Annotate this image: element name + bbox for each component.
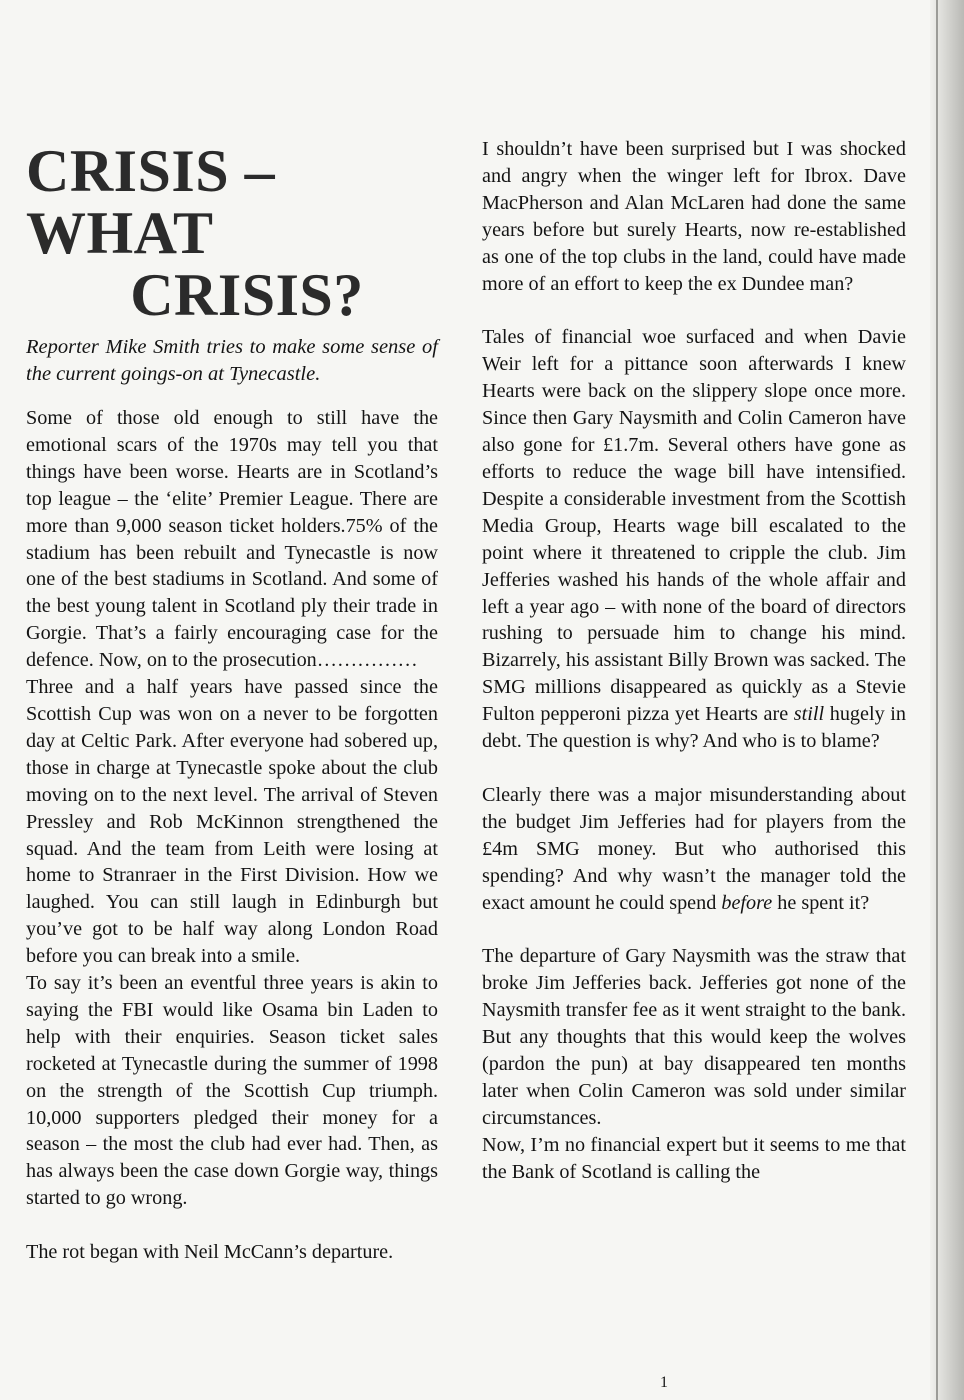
body-paragraph: The departure of Gary Naysmith was the straw that broke Jim Jefferies back. Jefferies got none of the Naysmith transfer fee as it went straight to the bank. But any thoughts that this would keep the wolves (pardon the pun) at bay disappeared ten months later when Colin Cameron was sold under similar circumstances. xyxy=(482,945,906,1129)
paragraph-gap xyxy=(482,755,906,782)
text-run: Tales of financial woe surfaced and when Davie Weir left for a pittance soon afterwards I knew Hearts were back on the slippery slope once more. Since then Gary Naysmith and Colin Cameron have also gone for £1.7m. Several others have gone as efforts to reduce the wage bill have intensified. Despite a considerable investment from the Scottish Media Group, Hearts wage bill escalated to the point where it threatened to cripple the club. Jim Jefferies washed his hands of the whole affair and left a year ago – with none of the board of directors rushing to persuade him to change his mind. Bizarrely, his assistant Billy Brown was sacked. The SMG millions disappeared as quickly as a Stevie Fulton pepperoni pizza yet Hearts are xyxy=(482,326,906,726)
paragraph-gap xyxy=(482,916,906,943)
headline-line-1: CRISIS – WHAT xyxy=(26,138,276,266)
left-column xyxy=(26,140,438,1266)
body-paragraph: To say it’s been an eventful three years is akin to saying the FBI would like Osama bin Laden to help with their enquiries. Season ticket sales rocketed at Tynecastle during the summer of 1998 on the strength of the Scottish Cup triumph. 10,000 supporters pledged their money for a season – the most the club had ever had. Then, as has always been the case down Gorgie way, things started to go wrong. xyxy=(26,972,438,1210)
emphasis-text: before xyxy=(721,891,773,914)
page-edge xyxy=(936,0,938,1400)
body-paragraph xyxy=(482,782,906,917)
text-run: Clearly there was a major misunderstanding about the budget Jim Jefferies had for players from the £4m SMG money. But who authorised this spending? And why wasn’t the manager told the exact amount he could spend xyxy=(482,783,906,914)
paragraph-gap xyxy=(26,1212,438,1239)
body-paragraph: I shouldn’t have been surprised but I was shocked and angry when the winger left for Ibrox. Dave MacPherson and Alan McLaren had done the same years before but surely Hearts, now re-established as one of the top clubs in the land, could have made more of an effort to keep the ex Dundee man? xyxy=(482,138,906,295)
standfirst: Reporter Mike Smith tries to make some sense of the current goings-on at Tynecastle. xyxy=(26,336,438,385)
page-number: 1 xyxy=(660,1374,668,1391)
emphasis-text: still xyxy=(793,703,825,726)
body-paragraph: Now, I’m no financial expert but it seems to me that the Bank of Scotland is calling the xyxy=(482,1133,906,1183)
headline-line-2: CRISIS? xyxy=(130,262,364,328)
body-paragraph: Some of those old enough to still have the emotional scars of the 1970s may tell you that things have been worse. Hearts are in Scotland’s top league – the ‘elite’ Premier League. There are more than 9,000 season ticket holders.75% of the stadium has been rebuilt and Tynecastle is now one of the best stadiums in Scotland. And some of the best young talent in Scotland ply their trade in Gorgie. That’s a fairly encouraging case for the defence. Now, on to the prosecution…………… xyxy=(26,407,438,672)
paragraph-gap xyxy=(482,297,906,324)
text-run: he spent it? xyxy=(772,891,870,914)
right-column xyxy=(482,136,906,1186)
text-run: hugely in debt. The question is why? And who is to blame? xyxy=(482,703,906,753)
body-paragraph: The rot began with Neil McCann’s departure. xyxy=(26,1241,394,1264)
headline xyxy=(26,140,438,326)
body-paragraph xyxy=(482,324,906,755)
body-paragraph: Three and a half years have passed since the Scottish Cup was won on a never to be forgotten day at Celtic Park. After everyone had sobered up, those in charge at Tynecastle spoke about the club moving on to the next level. The arrival of Steven Pressley and Rob McKinnon strengthened the squad. And the team from Leith were losing at home to Stranraer in the First Division. How we laughed. You can still laugh in Edinburgh but you’ve got to be half way along London Road before you can break into a smile. xyxy=(26,676,438,968)
